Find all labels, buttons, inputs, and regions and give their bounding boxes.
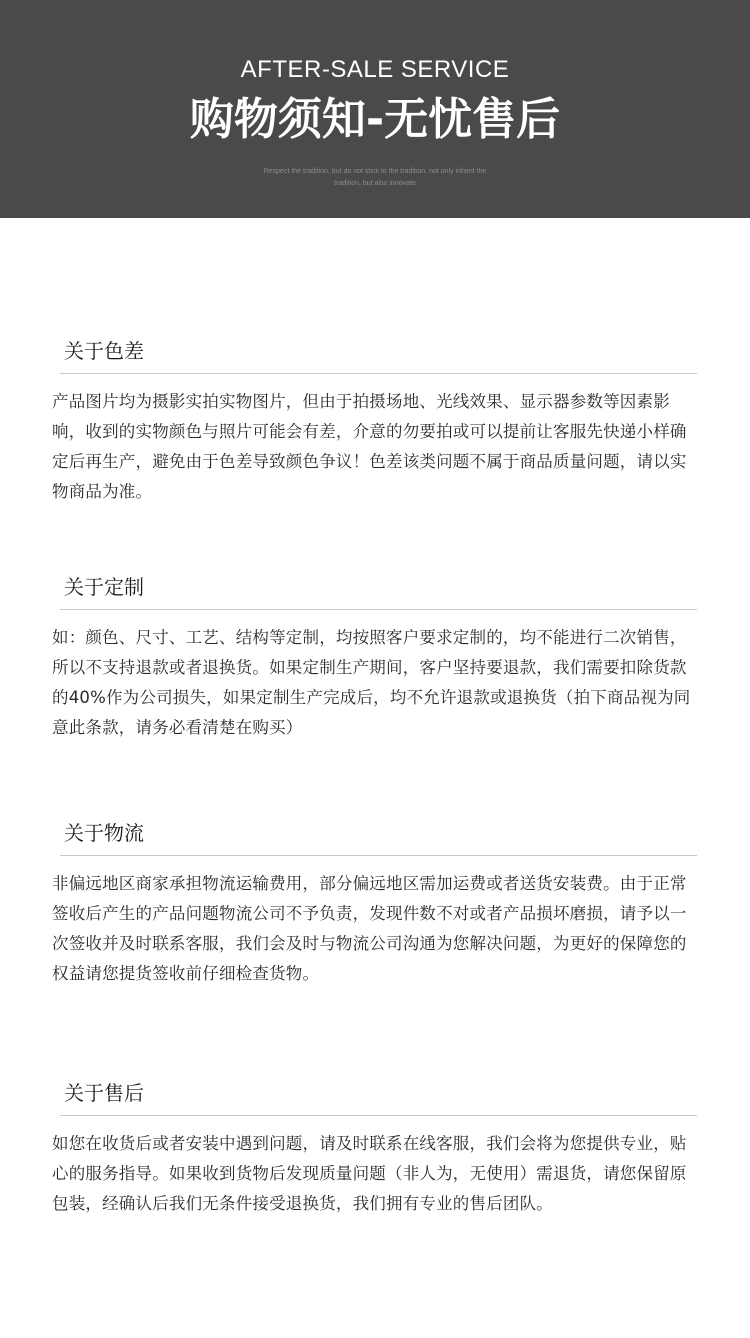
section-color-difference xyxy=(52,336,700,507)
header-banner xyxy=(0,0,750,218)
section-body: 如您在收货后或者安装中遇到问题，请及时联系在线客服，我们会将为您提供专业，贴心的服务指导。如果收到货物后发现质量问题（非人为，无使用）需退货，请您保留原包装，经确认后我们无条件接受退换货，我们拥有专业的售后团队。 xyxy=(52,1134,687,1213)
section-logistics xyxy=(52,818,700,989)
section-heading: 关于售后 xyxy=(64,1081,144,1105)
section-divider xyxy=(60,609,697,610)
section-divider xyxy=(60,373,697,374)
section-heading: 关于定制 xyxy=(64,575,144,599)
section-body: 产品图片均为摄影实拍实物图片，但由于拍摄场地、光线效果、显示器参数等因素影响，收到的实物颜色与照片可能会有差，介意的勿要拍或可以提前让客服先快递小样确定后再生产，避免由于色差导致颜色争议！色差该类问题不属于商品质量问题，请以实物商品为准。 xyxy=(52,392,687,501)
banner-tagline: Respect the tradition, but do not stick to the tradition, not only inherit the tradition, but also innovate xyxy=(263,168,487,187)
section-customization xyxy=(52,572,700,743)
section-heading: 关于色差 xyxy=(64,339,144,363)
banner-subtitle: AFTER-SALE SERVICE xyxy=(240,56,510,83)
section-divider xyxy=(60,1115,697,1116)
section-heading: 关于物流 xyxy=(64,821,144,845)
section-body: 如：颜色、尺寸、工艺、结构等定制，均按照客户要求定制的，均不能进行二次销售，所以不支持退款或者退换货。如果定制生产期间，客户坚持要退款，我们需要扣除货款的40%作为公司损失，如果定制生产完成后，均不允许退款或退换货（拍下商品视为同意此条款，请务必看清楚在购买） xyxy=(52,628,691,737)
section-divider xyxy=(60,855,697,856)
section-body: 非偏远地区商家承担物流运输费用，部分偏远地区需加运费或者送货安装费。由于正常签收后产生的产品问题物流公司不予负责，发现件数不对或者产品损坏磨损，请予以一次签收并及时联系客服，我们会及时与物流公司沟通为您解决问题，为更好的保障您的权益请您提货签收前仔细检查货物。 xyxy=(52,874,687,983)
banner-title: 购物须知-无忧售后 xyxy=(189,94,561,145)
section-after-sale xyxy=(52,1078,700,1219)
